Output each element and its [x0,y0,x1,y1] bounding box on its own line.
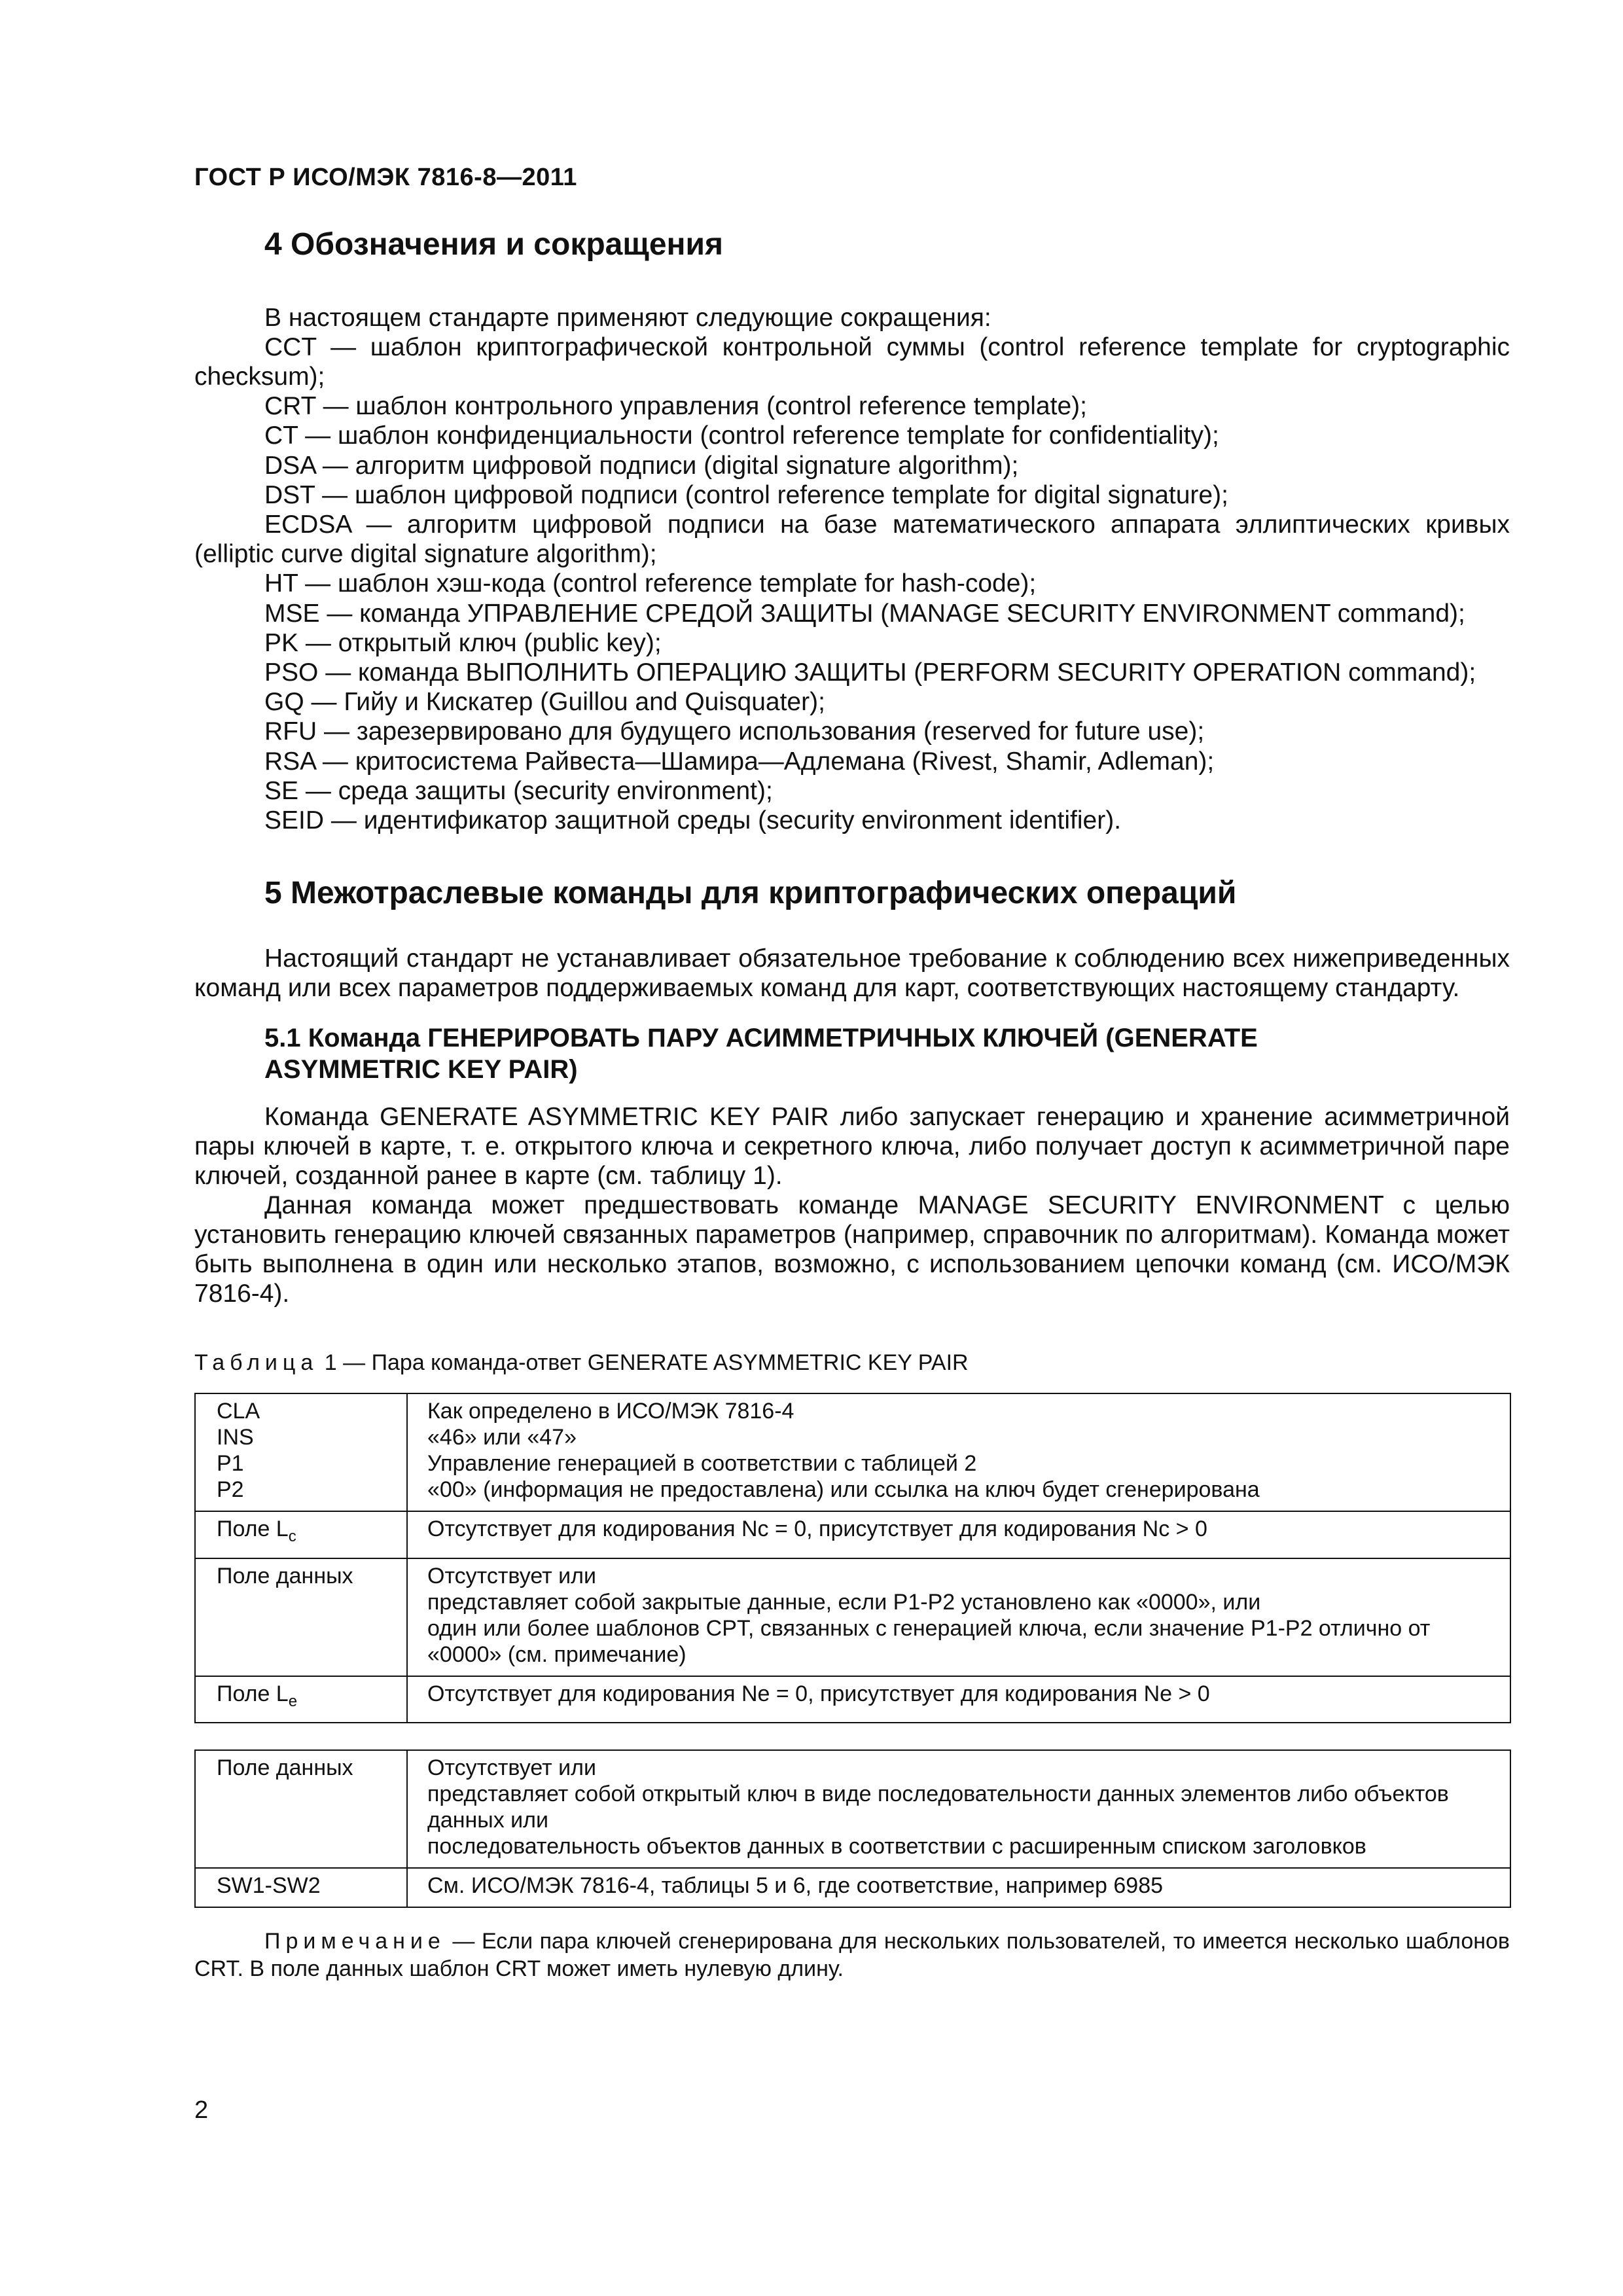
note-word: Примечание [264,1929,446,1954]
abbr-item: CCT — шаблон криптографической контрольной суммы (control reference template for cryptographic checksum); [194,332,1510,391]
abbreviations-intro: В настоящем стандарте применяют следующие сокращения: [264,303,991,332]
table-cell-right [407,1393,1510,1511]
command-table [194,1393,1511,1724]
abbr-item: RSA — критосистема Райвеста—Шамира—Адлемана (Rivest, Shamir, Adleman); [264,747,1215,776]
ins-value: «46» или «47» [427,1424,577,1450]
table-cell-left [195,1393,407,1511]
table-row [195,1558,1510,1676]
subsection-5-1-paragraph-1: Команда GENERATE ASYMMETRIC KEY PAIR либо запускает генерацию и хранение асимметричной пары ключей в карте, т. е. открытого ключа и секретного ключа, либо получает доступ к асимметричной паре ключей, созданной ранее в карте (см. таблицу 1). [194,1102,1510,1190]
le-field-value: Отсутствует для кодирования Ne = 0, присутствует для кодирования Ne > 0 [407,1676,1510,1723]
section-5-title: 5 Межотраслевые команды для криптографических операций [264,876,1237,911]
subsection-5-1-title: 5.1 Команда ГЕНЕРИРОВАТЬ ПАРУ АСИММЕТРИЧНЫХ КЛЮЧЕЙ (GENERATE ASYMMETRIC KEY PAIR) [264,1023,1258,1084]
cla-value: Как определено в ИСО/МЭК 7816-4 [427,1398,794,1424]
abbr-item: RFU — зарезервировано для будущего использования (reserved for future use); [264,717,1205,746]
lc-field-label: Поле $L_c$ [195,1511,407,1558]
table-note [194,1928,1510,1982]
table-1-caption [194,1350,1510,1376]
subsection-5-1-paragraph-2: Данная команда может предшествовать команде MANAGE SECURITY ENVIRONMENT с целью установить генерацию ключей связанных параметров (например, справочник по алгоритмам). Команда может быть выполнена в один или несколько этапов, возможно, с использованием цепочки команд (см. ИСО/МЭК 7816-4). [194,1191,1510,1308]
section-5-paragraph: Настоящий стандарт не устанавливает обязательное требование к соблюдению всех нижеприведенных команд или всех параметров поддерживаемых команд для карт, соответствующих настоящему стандарту. [194,944,1510,1002]
table-caption-word: Таблица [194,1350,319,1375]
abbr-item: MSE — команда УПРАВЛЕНИЕ СРЕДОЙ ЗАЩИТЫ (MANAGE SECURITY ENVIRONMENT command); [264,599,1465,628]
page-content [194,226,1510,1982]
data-field-value: Отсутствует или представляет собой закрытые данные, если P1-P2 установлено как «0000», или один или более шаблонов CPT, связанных с генерацией ключа, если значение P1-P2 отлично от «0000» (см. примечание) [407,1558,1510,1676]
lc-field-value: Отсутствует для кодирования Nc = 0, присутствует для кодирования Nc > 0 [407,1511,1510,1558]
section-4-title: 4 Обозначения и сокращения [264,227,724,262]
cla-label: CLA [217,1398,260,1424]
le-field-label: Поле $L_e$ [195,1676,407,1723]
response-data-field-label: Поле данных [195,1750,407,1868]
ins-label: INS [217,1424,254,1450]
abbr-item: SEID — идентификатор защитной среды (security environment identifier). [264,806,1122,835]
abbr-item: CT — шаблон конфиденциальности (control reference template for confidentiality); [264,422,1219,450]
abbr-item: PSO — команда ВЫПОЛНИТЬ ОПЕРАЦИЮ ЗАЩИТЫ (PERFORM SECURITY OPERATION command); [264,658,1476,687]
table-row [195,1676,1510,1723]
sw-label: SW1-SW2 [195,1868,407,1907]
abbr-item: GQ — Гийу и Кискатер (Guillou and Quisquater); [264,688,825,717]
p2-label: P2 [217,1477,244,1502]
abbr-item: HT — шаблон хэш-кода (control reference template for hash-code); [264,569,1037,598]
document-header: ГОСТ Р ИСО/МЭК 7816-8—2011 [194,164,577,191]
table-caption-text: 1 — Пара команда-ответ GENERATE ASYMMETRIC KEY PAIR [324,1350,969,1375]
abbr-item: DSA — алгоритм цифровой подписи (digital signature algorithm); [264,451,1019,480]
p1-value: Управление генерацией в соответствии с таблицей 2 [427,1450,977,1476]
table-row [195,1868,1510,1907]
abbr-item: DST — шаблон цифровой подписи (control reference template for digital signature); [264,480,1228,509]
table-row [195,1511,1510,1558]
response-table [194,1749,1511,1908]
sw-value: См. ИСО/МЭК 7816-4, таблицы 5 и 6, где соответствие, например 6985 [407,1868,1510,1907]
table-row [195,1393,1510,1511]
abbr-item: PK — открытый ключ (public key); [264,628,662,657]
p2-value: «00» (информация не предоставлена) или ссылка на ключ будет сгенерирована [427,1477,1260,1502]
abbr-item: CRT — шаблон контрольного управления (control reference template); [264,392,1087,421]
abbr-item: ECDSA — алгоритм цифровой подписи на базе математического аппарата эллиптических кривых (elliptic curve digital signature algorithm); [194,511,1510,569]
table-row [195,1750,1510,1868]
abbreviations-list [194,303,1510,836]
p1-label: P1 [217,1450,244,1476]
response-data-field-value: Отсутствует или представляет собой открытый ключ в виде последовательности данных элементов либо объектов данных или последовательность объектов данных в соответствии с расширенным списком заголовков [407,1750,1510,1868]
page-number: 2 [194,2096,209,2124]
note-text: — Если пара ключей сгенерирована для нескольких пользователей, то имеется несколько шаблонов CRT. В поле данных шаблон CRT может иметь нулевую длину. [194,1929,1510,1982]
abbr-item: SE — среда защиты (security environment); [264,776,773,805]
data-field-label: Поле данных [195,1558,407,1676]
